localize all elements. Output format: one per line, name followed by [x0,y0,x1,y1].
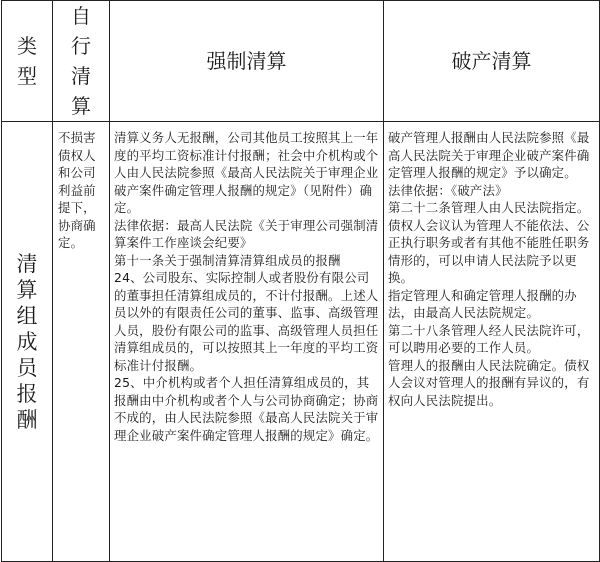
header-bankruptcy-liquidation: 破产清算 [384,1,600,122]
bankruptcy-paragraph: 法律依据：《破产法》 [388,182,508,198]
header-forced-liquidation: 强制清算 [110,1,384,122]
bankruptcy-paragraph: 管理人的报酬由人民法院确定。债权人会议对管理人的报酬有异议的，有权向人民法院提出。 [388,357,590,408]
row-label-cell [2,122,53,562]
forced-paragraph: 第十一条关于强制清算清算组成员的报酬 [114,252,341,268]
header-type: 类型 [2,1,53,122]
bankruptcy-paragraph: 指定管理人和确定管理人报酬的办法，由最高人民法院规定。 [388,287,577,320]
forced-paragraph: 法律依据：最高人民法院《关于审理公司强制清算案件工作座谈会纪要》 [114,217,379,250]
bankruptcy-paragraph: 第二十八条管理人经人民法院许可，可以聘用必要的工作人员。 [388,322,590,355]
bankruptcy-paragraph: 债权人会议认为管理人不能依法、公正执行职务或者有其他不能胜任职务情形的，可以申请人民法院予以更换。 [388,217,590,285]
forced-paragraph: 24、公司股东、实际控制人或者股份有限公司的董事担任清算组成员的，不计付报酬。上述人员以外的有限责任公司的董事、监事、高级管理人员，股份有限公司的监事、高级管理人员担任清算组成员的，可以按照其上一年度的平均工资标准计付报酬。 [114,270,379,373]
header-row [2,1,600,122]
forced-liquidation-cell [110,122,384,562]
bankruptcy-paragraph: 破产管理人报酬由人民法院参照《最高人民法院关于审理企业破产案件确定管理人报酬的规定》予以确定。 [388,130,590,180]
header-self-liquidation: 自行清算 [53,1,110,122]
comparison-table [1,0,600,562]
self-liquidation-text: 不损害债权人和公司利益前提下，协商确定。 [58,130,96,250]
self-liquidation-cell [53,122,110,562]
forced-paragraph: 清算义务人无报酬，公司其他员工按照其上一年度的平均工资标准计付报酬；社会中介机构或个人由人民法院参照《最高人民法院关于审理企业破产案件确定管理人报酬的规定》（见附件）确定。 [114,130,379,215]
row-label: 清算组成员报酬 [16,251,38,432]
bankruptcy-paragraph: 第二十二条管理人由人民法院指定。 [388,200,590,215]
bankruptcy-liquidation-cell [384,122,600,562]
table-row [2,122,600,562]
forced-paragraph: 25、中介机构或者个人担任清算组成员的，其报酬由中介机构或者个人与公司协商确定；协商不成的，由人民法院参照《最高人民法院关于审理企业破产案件确定管理人报酬的规定》确定。 [114,375,379,443]
